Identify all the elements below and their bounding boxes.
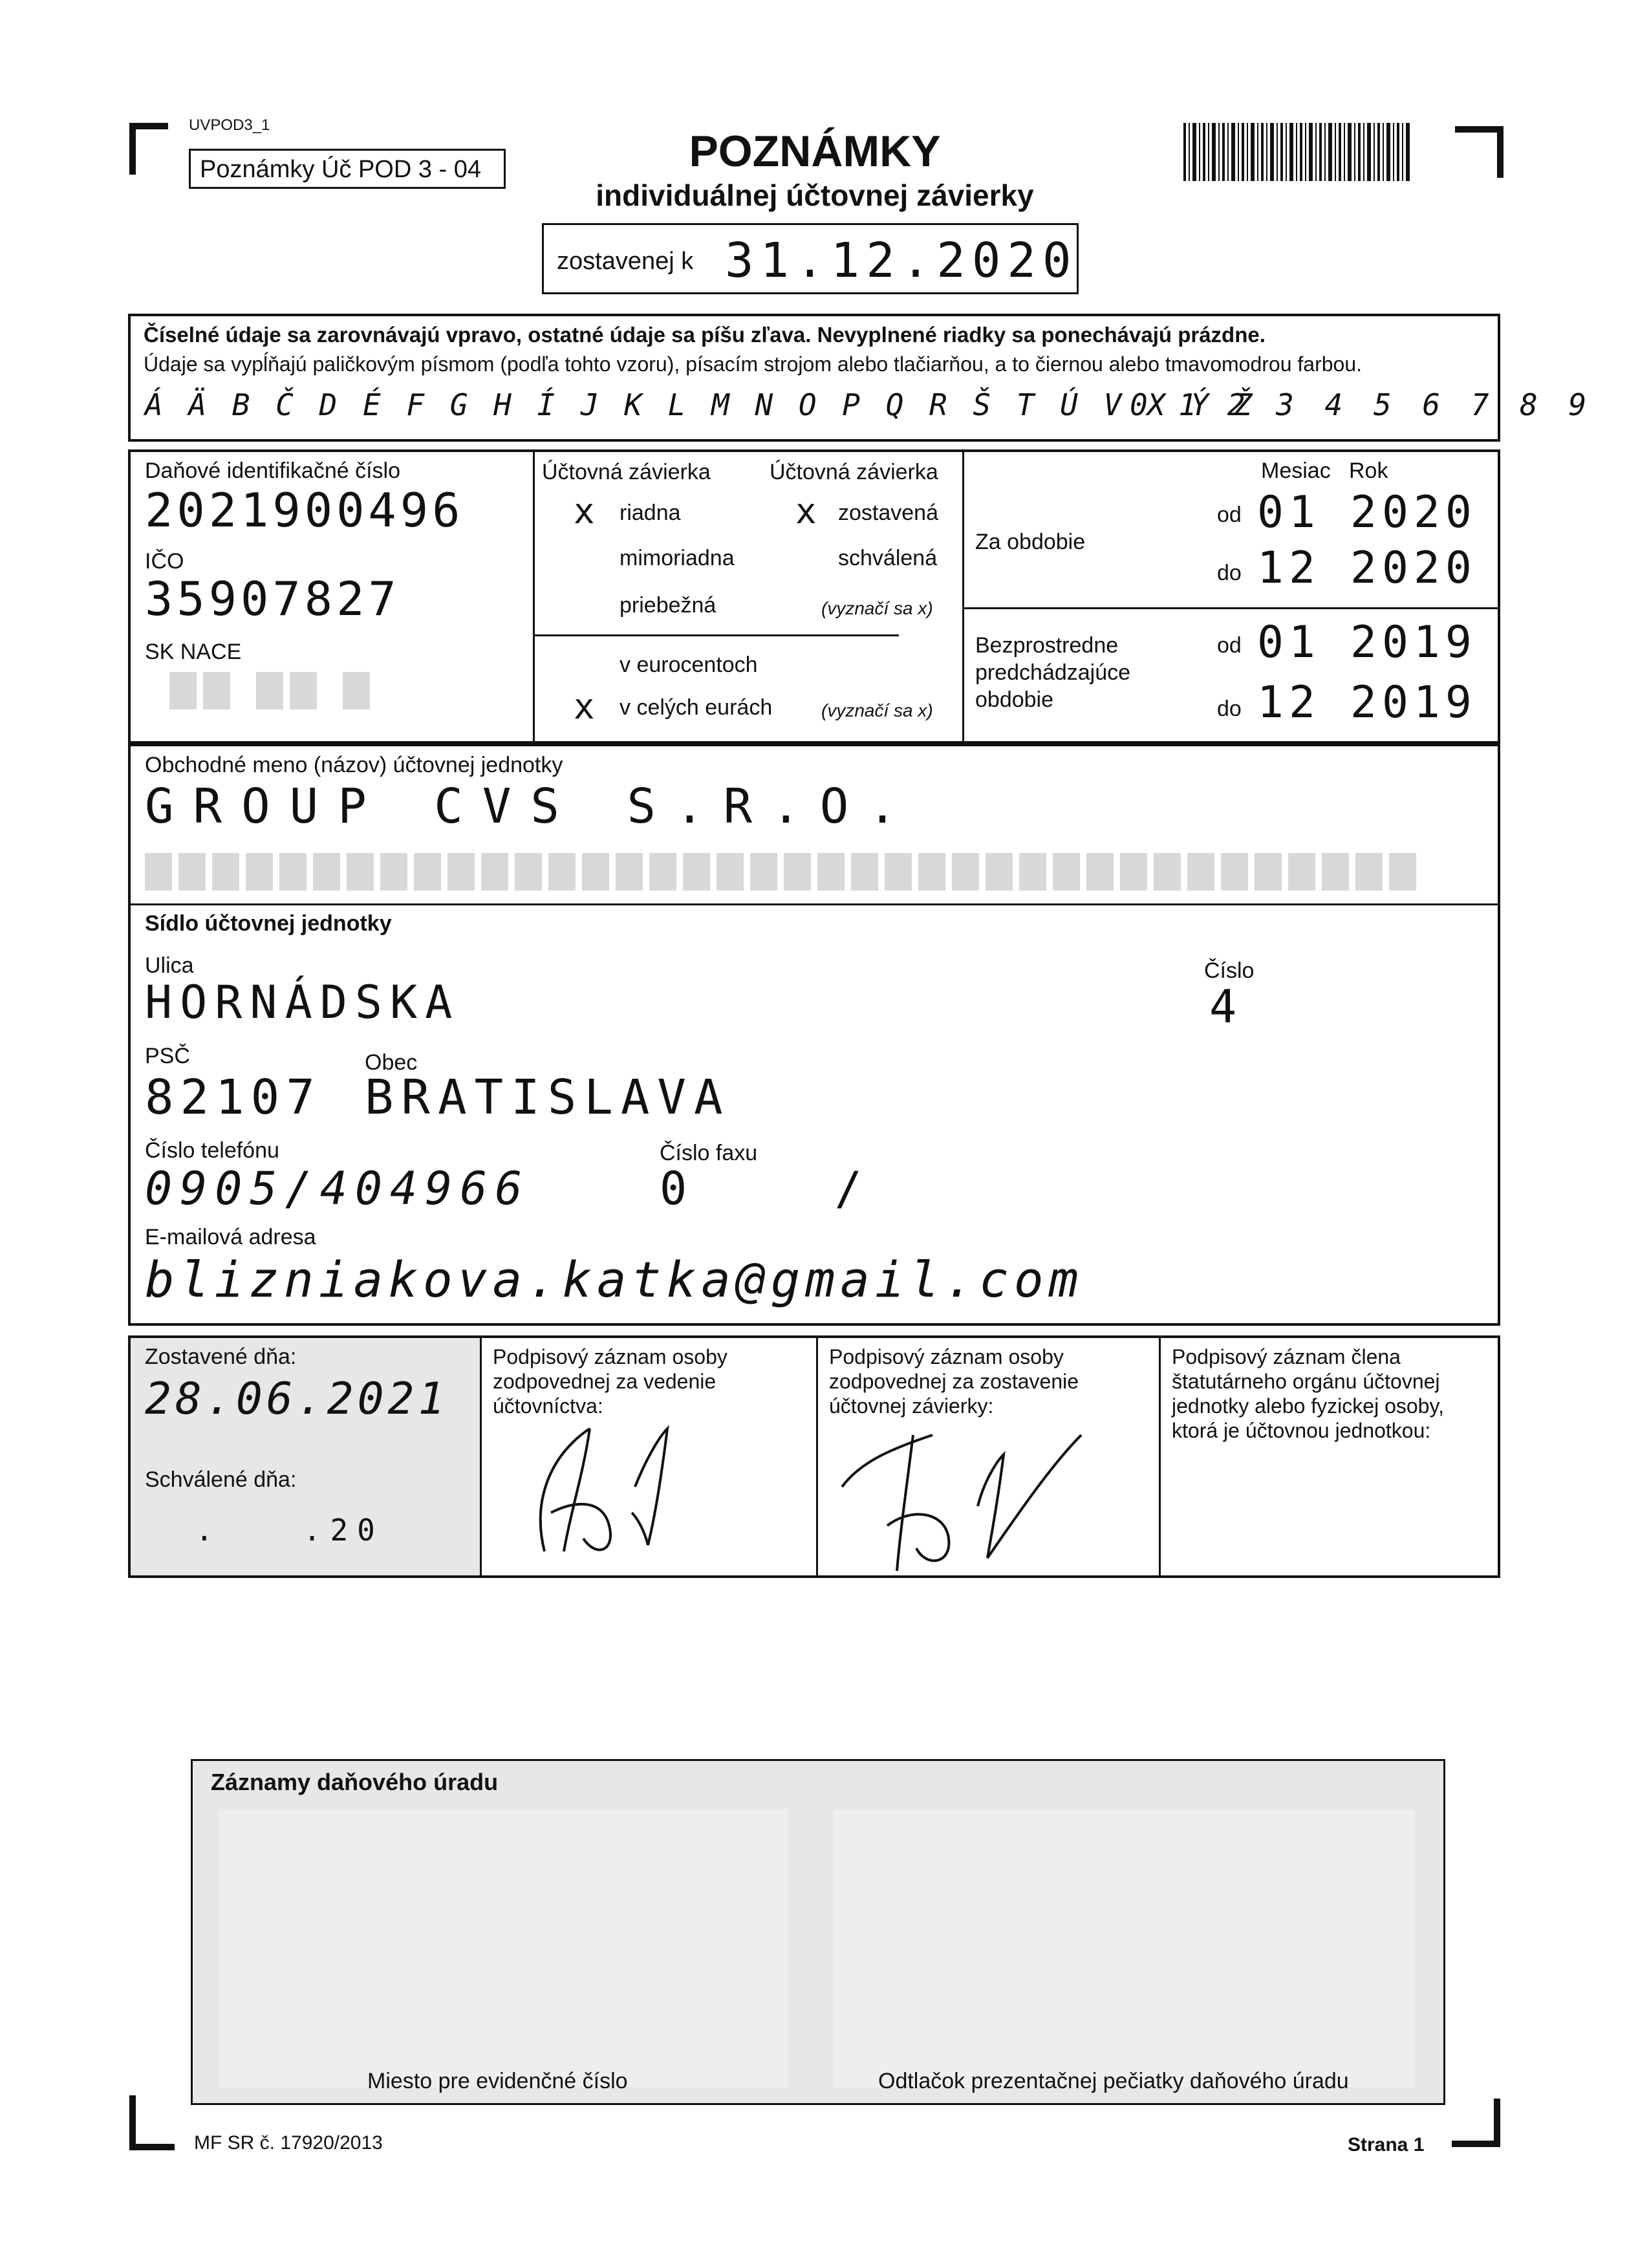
mimoriadna-label: mimoriadna: [620, 546, 735, 570]
eura-checkbox[interactable]: x: [574, 686, 604, 727]
period-to-month[interactable]: 12: [1257, 543, 1320, 594]
compiled-date-box: [542, 223, 1079, 294]
city-label: Obec: [365, 1050, 418, 1075]
sig-divider-1: [480, 1338, 482, 1575]
prev-from-month[interactable]: 01: [1257, 617, 1320, 668]
corner-mark-br: [1494, 2099, 1500, 2147]
sknace-cells[interactable]: [169, 672, 370, 709]
period-od-label: od: [1217, 502, 1242, 527]
stamp-caption: Odtlačok prezentačnej pečiatky daňového úradu: [878, 2069, 1349, 2093]
seat-label: Sídlo účtovnej jednotky: [145, 911, 392, 936]
schvalena-checkbox[interactable]: [798, 543, 828, 572]
priebezna-checkbox[interactable]: [576, 588, 605, 618]
fax-label: Číslo faxu: [660, 1141, 758, 1165]
approved-on-label: Schválené dňa:: [145, 1467, 297, 1492]
prev-period-label-1: Bezprostredne: [975, 633, 1119, 658]
prev-to-year[interactable]: 2019: [1350, 677, 1477, 728]
schvalena-label: schválená: [838, 546, 938, 570]
instructions-line-2: Údaje sa vypĺňajú paličkovým písmom (podľa tohto vzoru), písacím strojom alebo tlačiarňou, a to čiernou alebo tmavomodrou farbou.: [144, 352, 1363, 376]
period-label: Za obdobie: [975, 530, 1086, 554]
prev-from-year[interactable]: 2019: [1350, 617, 1477, 668]
form-id-box: [189, 149, 506, 189]
period-from-year[interactable]: 2020: [1350, 487, 1477, 538]
dic-value[interactable]: 2021900496: [145, 483, 464, 537]
seat-divider: [131, 903, 1499, 905]
divider-4: [962, 607, 1499, 609]
evidence-number-caption: Miesto pre evidenčné číslo: [367, 2069, 628, 2093]
fax-value[interactable]: 0 /: [660, 1162, 870, 1215]
number-label: Číslo: [1204, 958, 1255, 983]
prev-do-label: do: [1217, 697, 1242, 721]
signature-2: [835, 1409, 1120, 1571]
year-label: Rok: [1349, 459, 1388, 483]
sig2-label: Podpisový záznam osoby zodpovednej za zostavenie účtovnej závierky:: [829, 1345, 1079, 1418]
eurocentoch-label: v eurocentoch: [620, 653, 758, 677]
divider-2: [533, 634, 899, 636]
tax-office-title: Záznamy daňového úradu: [211, 1769, 499, 1795]
corner-mark-bl-h: [129, 2144, 175, 2150]
compiled-on-value[interactable]: 28.06.2021: [145, 1374, 449, 1425]
tax-office-section: [191, 1759, 1445, 2105]
zostavena-checkbox[interactable]: x: [795, 491, 826, 532]
ministry-reference: MF SR č. 17920/2013: [194, 2132, 383, 2154]
prev-period-label-3: obdobie: [975, 687, 1054, 712]
signature-1: [506, 1403, 738, 1564]
period-do-label: do: [1217, 561, 1242, 585]
compiled-on-label: Zostavené dňa:: [145, 1345, 297, 1369]
eura-label: v celých eurách: [620, 695, 773, 720]
psc-value[interactable]: 82107: [145, 1070, 321, 1125]
street-label: Ulica: [145, 953, 194, 978]
ico-label: IČO: [145, 549, 184, 574]
riadna-checkbox[interactable]: x: [574, 491, 604, 532]
form-code: UVPOD3_1: [189, 116, 270, 134]
signature-section: [128, 1335, 1500, 1578]
sknace-label: SK NACE: [145, 640, 242, 664]
ico-value[interactable]: 35907827: [145, 572, 400, 626]
sig-divider-2: [816, 1338, 818, 1575]
corner-mark-tl: [129, 123, 136, 175]
street-value[interactable]: HORNÁDSKA: [145, 976, 460, 1029]
form-id: Poznámky Úč POD 3 - 04: [200, 156, 482, 183]
priebezna-label: priebežná: [620, 593, 717, 618]
sig3-label: Podpisový záznam člena štatutárneho orgánu účtovnej jednotky alebo fyzickej osoby, ktorá je účtovnou jednotkou:: [1172, 1345, 1444, 1442]
corner-mark-bl: [129, 2095, 136, 2150]
entity-name-value[interactable]: GROUP CVS S.R.O.: [145, 779, 916, 834]
corner-mark-tr-h: [1455, 126, 1503, 133]
entity-name-label: Obchodné meno (názov) účtovnej jednotky: [145, 753, 563, 777]
page-title: POZNÁMKY: [689, 127, 941, 176]
identification-section: [128, 449, 1500, 744]
divider-3: [962, 452, 964, 743]
page-subtitle: individuálnej účtovnej závierky: [596, 178, 1034, 212]
mimoriadna-checkbox[interactable]: [576, 543, 605, 572]
evidence-number-area[interactable]: [219, 1809, 788, 2088]
divider-1: [533, 452, 535, 743]
zostavena-label: zostavená: [838, 501, 938, 525]
phone-label: Číslo telefónu: [145, 1138, 279, 1163]
month-label: Mesiac: [1261, 459, 1331, 483]
number-value[interactable]: 4: [1209, 980, 1246, 1033]
instructions-line-1: Číselné údaje sa zarovnávajú vpravo, ostatné údaje sa píšu zľava. Nevyplnené riadky sa ponechávajú prázdne.: [144, 323, 1266, 347]
sig-divider-3: [1159, 1338, 1161, 1575]
page-number: Strana 1: [1348, 2134, 1425, 2155]
statement-col1-label: Účtovná závierka: [542, 460, 711, 484]
eurocentoch-checkbox[interactable]: [576, 649, 605, 679]
riadna-label: riadna: [620, 501, 681, 525]
compiled-date[interactable]: 31.12.2020: [725, 233, 1078, 288]
corner-mark-tl-h: [129, 123, 168, 129]
sample-letters: Á Ä B Č D É F G H Í J K L M N O P Q R Š T Ú V X Ý Ž: [145, 387, 1256, 422]
approved-on-value[interactable]: . .20: [195, 1513, 384, 1548]
sig1-label: Podpisový záznam osoby zodpovednej za vedenie účtovníctva:: [493, 1345, 727, 1418]
statement-col2-label: Účtovná závierka: [770, 460, 938, 484]
mark-hint-1: (vyznačí sa x): [821, 598, 933, 618]
entity-section: [128, 744, 1500, 1326]
period-to-year[interactable]: 2020: [1350, 543, 1477, 594]
entity-name-cells-row2[interactable]: [145, 853, 1416, 891]
period-from-month[interactable]: 01: [1257, 487, 1320, 538]
corner-mark-br-h: [1452, 2141, 1500, 2147]
dic-label: Daňové identifikačné číslo: [145, 459, 401, 483]
prev-od-label: od: [1217, 633, 1242, 658]
psc-label: PSČ: [145, 1044, 190, 1068]
mark-hint-2: (vyznačí sa x): [821, 700, 933, 720]
phone-value[interactable]: 0905/404966: [145, 1162, 530, 1215]
prev-period-label-2: predchádzajúce: [975, 660, 1131, 685]
instructions-box: [128, 314, 1593, 442]
corner-mark-tr: [1497, 126, 1503, 178]
email-label: E-mailová adresa: [145, 1225, 316, 1249]
compiled-label: zostavenej k: [557, 248, 694, 275]
prev-to-month[interactable]: 12: [1257, 677, 1320, 728]
city-value[interactable]: BRATISLAVA: [365, 1070, 731, 1125]
email-value[interactable]: blizniakova.katka@gmail.com: [145, 1251, 1084, 1308]
stamp-area[interactable]: [833, 1809, 1415, 2088]
sample-digits: 0 1 2 3 4 5 6 7 8 9: [1130, 387, 1593, 422]
barcode: [1183, 123, 1410, 181]
